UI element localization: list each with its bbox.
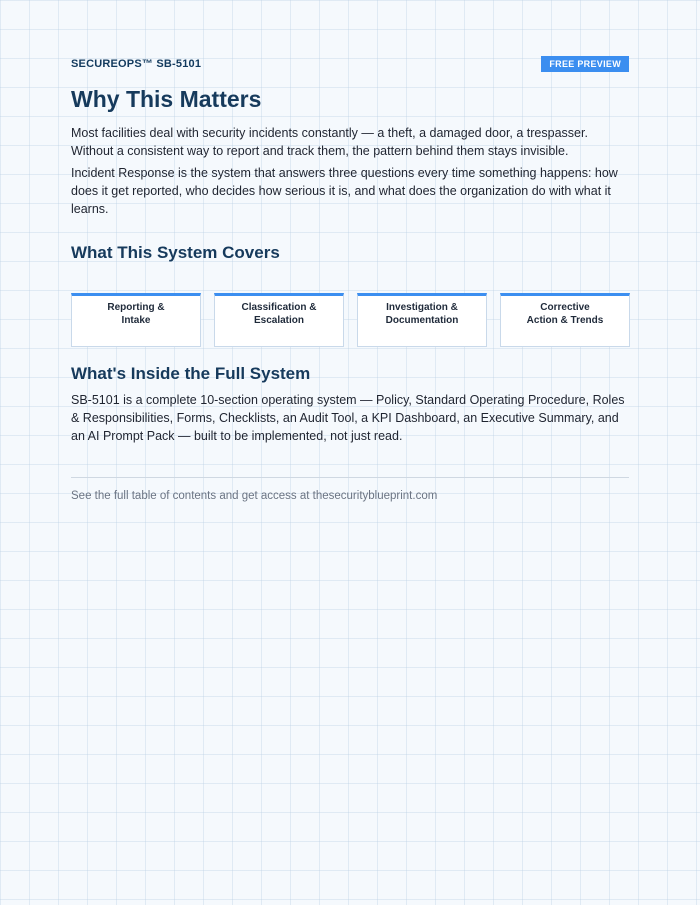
product-code: SECUREOPS™ SB-5101 — [71, 58, 202, 70]
free-preview-badge: FREE PREVIEW — [541, 56, 629, 72]
covers-cards — [71, 293, 629, 347]
footer-text: See the full table of contents and get access at thesecurityblueprint.com — [71, 490, 438, 502]
page-header — [71, 58, 629, 74]
card-label: Reporting & Intake — [107, 302, 165, 326]
inside-paragraph: SB-5101 is a complete 10-section operating system — Policy, Standard Operating Procedure, Roles & Responsibilities, Forms, Checklists, an Audit Tool, a KPI Dashboard, an Executive Summary, and an AI Prompt Pack — built to be implemented, not just read. — [71, 393, 625, 443]
why-title: Why This Matters — [71, 86, 262, 112]
card-classification-escalation — [214, 293, 344, 347]
inside-title: What's Inside the Full System — [71, 364, 311, 383]
card-corrective-action-trends — [500, 293, 630, 347]
divider — [71, 477, 629, 478]
card-label: Classification & Escalation — [241, 302, 317, 326]
card-investigation-documentation — [357, 293, 487, 347]
card-label: Investigation & Documentation — [385, 302, 459, 326]
why-paragraph-2: Incident Response is the system that answers three questions every time something happens: how does it get reported, who decides how serious it is, and what does the organization do with what it learns. — [71, 166, 618, 216]
why-paragraph-1: Most facilities deal with security incidents constantly — a theft, a damaged door, a trespasser. Without a consistent way to report and track them, the pattern behind them stays invisible. — [71, 126, 588, 158]
card-reporting-intake — [71, 293, 201, 347]
card-label: Corrective Action & Trends — [526, 302, 604, 326]
covers-title: What This System Covers — [71, 243, 280, 262]
